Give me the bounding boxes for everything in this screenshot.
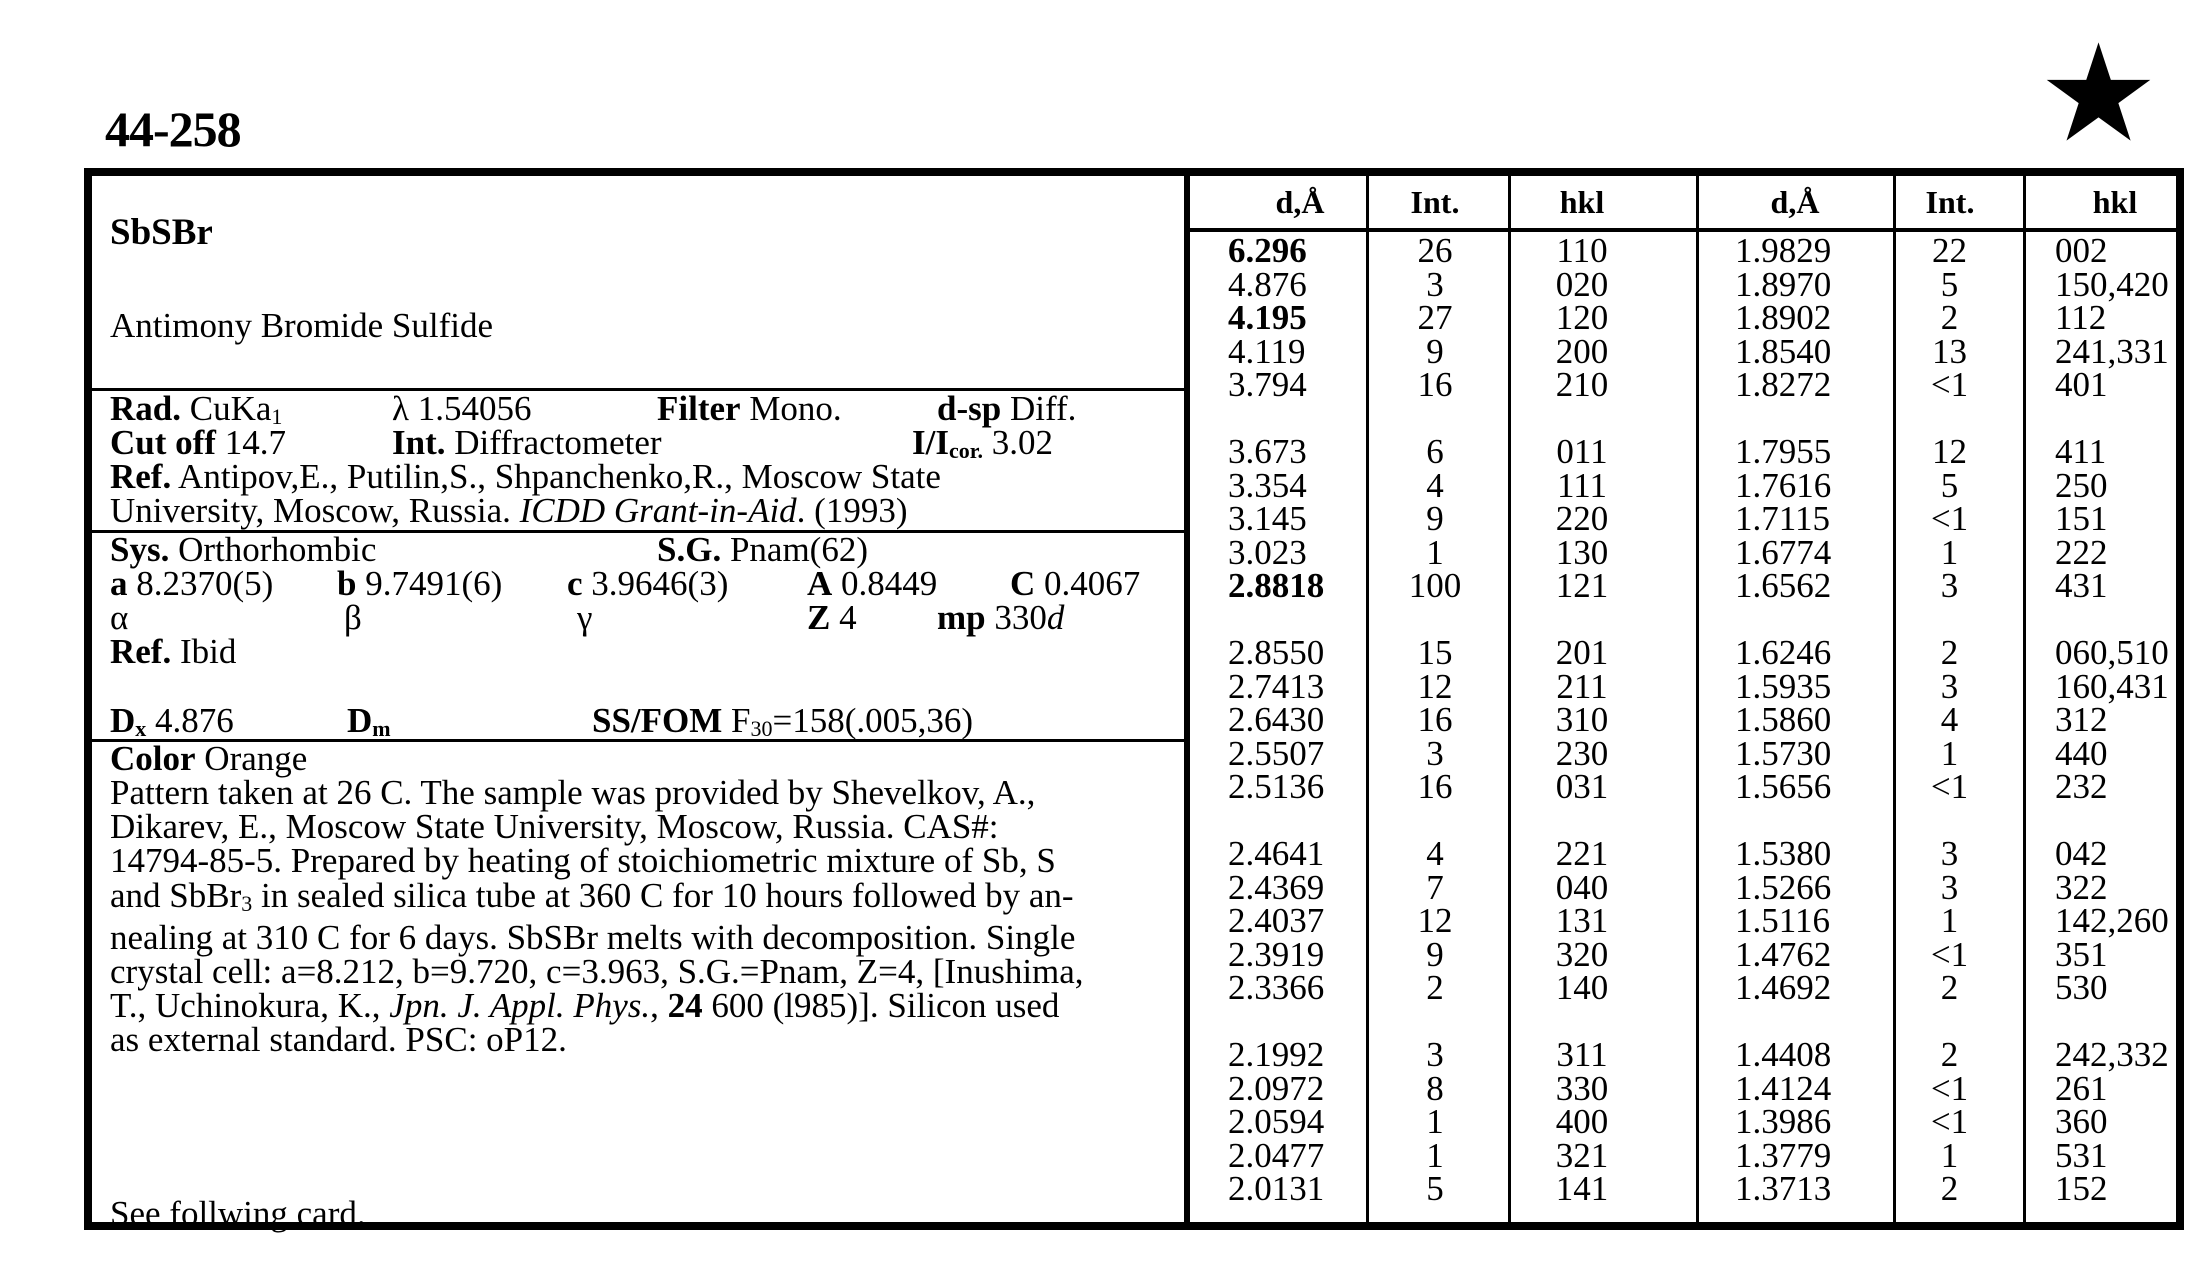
- d-spacing-cell: 2.0131: [1228, 1169, 1325, 1208]
- d-spacing-cell: 3.354: [1228, 465, 1307, 505]
- table-row: [1190, 231, 2176, 270]
- table-row: [1190, 1035, 2176, 1074]
- intensity-cell: 22: [1932, 231, 1967, 270]
- intensity-cell: 1: [1426, 532, 1444, 572]
- d-spacing-cell: 1.3986: [1735, 1102, 1832, 1141]
- d-spacing-cell: 1.8902: [1735, 298, 1832, 337]
- d-spacing-cell: 2.1992: [1228, 1035, 1325, 1074]
- ratio-C: C 0.4067: [1010, 564, 1141, 603]
- intensity-cell: 4: [1940, 700, 1959, 739]
- intensity-cell: <1: [1930, 1102, 1969, 1141]
- intensity-cell: 3: [1940, 666, 1959, 706]
- intensity-cell: 1: [1940, 733, 1959, 773]
- hkl-cell: 310: [1555, 700, 1609, 739]
- hkl-cell: 531: [2055, 1135, 2108, 1175]
- intensity-cell: <1: [1930, 1068, 1969, 1108]
- d-spacing-cell: 1.4408: [1735, 1035, 1832, 1074]
- intensity-cell: 6: [1426, 432, 1444, 471]
- comments: Pattern taken at 26 C. The sample was provided by Shevelkov, A., Dikarev, E., Moscow State University, Moscow, Russia. CAS#: 14794-85-5. Prepared by heating of stoichiometric mixture of Sb, S and SbBr3 in sealed silica tube at 360 C for 10 hours followed by an- nealing at 310 C for 6 days. SbSBr melts with decomposition. Single crystal cell: a=8.212, b=9.720, c=3.963, S.G.=Pnam, Z=4, [Inushima, T., Uchinokura, K., Jpn. J. Appl. Phys., 24 600 (l985)]. Silicon used as external standard. PSC: oP12.: [110, 773, 1084, 1060]
- d-spacing-cell: 1.3779: [1735, 1135, 1832, 1175]
- hkl-cell: 241,331: [2055, 331, 2169, 371]
- hkl-cell: 020: [1555, 264, 1609, 304]
- table-row: [1190, 733, 2176, 773]
- table-row: [1190, 968, 2176, 1007]
- d-spacing-method: d-sp Diff.: [937, 389, 1077, 428]
- table-row: [1190, 566, 2176, 605]
- hkl-cell: 250: [2055, 465, 2108, 505]
- d-spacing-cell: 3.673: [1228, 432, 1307, 471]
- table-row: [1190, 633, 2176, 672]
- ratio-A: A 0.8449: [807, 564, 938, 603]
- d-spacing-cell: 2.3919: [1228, 934, 1325, 974]
- hkl-cell: 261: [2055, 1068, 2108, 1108]
- intensity-cell: 1: [1426, 1135, 1444, 1175]
- d-spacing-cell: 3.145: [1228, 499, 1307, 538]
- rad-line: Rad. CuKa1: [110, 389, 283, 429]
- col-header-hkl: hkl: [1559, 184, 1605, 220]
- intensity-cell: 16: [1417, 365, 1453, 404]
- cell-z: Z 4: [807, 598, 857, 637]
- table-row: [1190, 700, 2176, 739]
- intensity-cell: 4: [1426, 465, 1444, 505]
- intensity-cell: 4: [1426, 834, 1444, 873]
- cell-beta: β: [344, 598, 362, 637]
- hkl-cell: 431: [2055, 566, 2108, 605]
- intensity-cell: 2: [1940, 1035, 1959, 1074]
- table-row: [1190, 264, 2176, 304]
- intensity-cell: 2: [1426, 968, 1444, 1007]
- hkl-cell: 311: [1556, 1035, 1608, 1074]
- hkl-cell: 400: [1555, 1102, 1609, 1141]
- intensity-cell: 1: [1426, 1102, 1444, 1141]
- intensity-cell: 27: [1417, 298, 1453, 337]
- intensity-cell: 2: [1940, 298, 1959, 337]
- hkl-cell: 160,431: [2055, 666, 2169, 706]
- hkl-cell: 131: [1555, 901, 1609, 940]
- diffraction-table: [1190, 176, 2176, 1222]
- hkl-cell: 121: [1555, 566, 1609, 605]
- d-spacing-cell: 1.7955: [1735, 432, 1832, 471]
- intensity-cell: 2: [1940, 968, 1959, 1007]
- table-row: [1190, 365, 2176, 404]
- hkl-cell: 232: [2055, 767, 2108, 806]
- intensity-cell: 1: [1940, 1135, 1959, 1175]
- hkl-cell: 222: [2055, 532, 2108, 572]
- hkl-cell: 130: [1555, 532, 1609, 572]
- hkl-cell: 011: [1556, 432, 1608, 471]
- table-row: [1190, 532, 2176, 572]
- intensity-cell: <1: [1930, 934, 1969, 974]
- card-info-panel: [92, 176, 1190, 1233]
- star-icon: ★: [2038, 21, 2160, 170]
- hkl-cell: 201: [1555, 633, 1609, 672]
- hkl-cell: 152: [2055, 1169, 2108, 1208]
- pdf-card: [84, 168, 2184, 1233]
- compound-name: Antimony Bromide Sulfide: [110, 306, 494, 345]
- reference-1-cont: University, Moscow, Russia. ICDD Grant-in-Aid. (1993): [110, 491, 908, 530]
- hkl-cell: 220: [1555, 499, 1609, 538]
- intensity-cell: 5: [1940, 465, 1959, 505]
- intensity-cell: <1: [1930, 365, 1969, 404]
- table-row: [1190, 666, 2176, 706]
- table-row: [1190, 298, 2176, 337]
- d-spacing-cell: 2.6430: [1228, 700, 1325, 739]
- intensity-cell: 3: [1426, 733, 1444, 773]
- table-row: [1190, 1102, 2176, 1141]
- intensity-cell: 5: [1426, 1169, 1444, 1208]
- intensity-cell: 12: [1417, 666, 1453, 706]
- d-spacing-cell: 4.119: [1228, 331, 1306, 371]
- cutoff: Cut off 14.7: [110, 423, 286, 462]
- d-spacing-cell: 3.023: [1228, 532, 1307, 572]
- ss-fom: SS/FOM F30=158(.005,36): [592, 701, 974, 741]
- d-spacing-cell: 1.5730: [1735, 733, 1832, 773]
- hkl-cell: 401: [2055, 365, 2108, 404]
- d-spacing-cell: 2.4037: [1228, 901, 1325, 940]
- d-spacing-cell: 2.5136: [1228, 767, 1325, 806]
- melting-point: mp 330d: [937, 598, 1065, 637]
- cell-alpha: α: [110, 598, 129, 637]
- hkl-cell: 210: [1555, 365, 1609, 404]
- d-spacing-cell: 1.8970: [1735, 264, 1832, 304]
- intensity-cell: 13: [1932, 331, 1967, 371]
- table-row: [1190, 499, 2176, 538]
- density-m: Dm: [347, 701, 391, 741]
- color: Color Orange: [110, 739, 308, 778]
- table-row: [1190, 331, 2176, 371]
- intensity-cell: 9: [1426, 934, 1444, 974]
- col-header-d: d,Å: [1770, 184, 1820, 220]
- intensity-cell: 16: [1417, 767, 1453, 806]
- d-spacing-cell: 1.6246: [1735, 633, 1832, 672]
- d-spacing-cell: 1.7115: [1735, 499, 1830, 538]
- intensity-cell: 9: [1426, 331, 1444, 371]
- table-row: [1190, 465, 2176, 505]
- intensity-cell: 3: [1940, 566, 1959, 605]
- hkl-cell: 221: [1555, 834, 1609, 873]
- table-row: [1190, 867, 2176, 907]
- hkl-cell: 150,420: [2055, 264, 2169, 304]
- intensity-cell: 1: [1940, 901, 1959, 940]
- d-spacing-cell: 1.5116: [1735, 901, 1830, 940]
- hkl-cell: 141: [1555, 1169, 1609, 1208]
- space-group: S.G. Pnam(62): [657, 530, 868, 569]
- intensity-cell: 9: [1426, 499, 1444, 538]
- footer-note: See follwing card.: [110, 1194, 366, 1233]
- hkl-cell: 120: [1555, 298, 1609, 337]
- hkl-cell: 322: [2055, 867, 2108, 907]
- intensity-cell: 3: [1426, 1035, 1444, 1074]
- hkl-cell: 330: [1555, 1068, 1609, 1108]
- intensity-cell: <1: [1930, 767, 1969, 806]
- intensity-cell: <1: [1930, 499, 1969, 538]
- hkl-cell: 230: [1555, 733, 1609, 773]
- d-spacing-cell: 1.5656: [1735, 767, 1832, 806]
- hkl-cell: 312: [2055, 700, 2108, 739]
- hkl-cell: 242,332: [2055, 1035, 2169, 1074]
- d-spacing-cell: 2.4641: [1228, 834, 1325, 873]
- hkl-cell: 200: [1555, 331, 1609, 371]
- hkl-cell: 111: [1557, 465, 1607, 505]
- i-icor: I/Icor. 3.02: [912, 423, 1053, 463]
- d-spacing-cell: 2.4369: [1228, 867, 1325, 907]
- intensity-cell: 15: [1417, 633, 1453, 672]
- reference-2: Ref. Ibid: [110, 632, 237, 671]
- d-spacing-cell: 1.5380: [1735, 834, 1832, 873]
- cell-gamma: γ: [577, 598, 593, 637]
- intensity-cell: 2: [1940, 1169, 1959, 1208]
- reference-1: Ref. Antipov,E., Putilin,S., Shpanchenko,R., Moscow State: [110, 457, 941, 496]
- d-spacing-cell: 4.195: [1228, 298, 1307, 337]
- hkl-cell: 411: [2055, 432, 2107, 471]
- d-spacing-cell: 2.8550: [1228, 633, 1325, 672]
- cell-c: c 3.9646(3): [567, 564, 729, 603]
- d-spacing-cell: 1.8540: [1735, 331, 1832, 371]
- hkl-cell: 110: [1556, 231, 1608, 270]
- hkl-cell: 351: [2055, 934, 2108, 974]
- hkl-cell: 211: [1556, 666, 1608, 706]
- table-row: [1190, 834, 2176, 873]
- d-spacing-cell: 1.6562: [1735, 566, 1832, 605]
- col-header-int: Int.: [1410, 184, 1460, 220]
- d-spacing-cell: 2.3366: [1228, 968, 1325, 1007]
- col-header-int: Int.: [1925, 184, 1975, 220]
- d-spacing-cell: 6.296: [1228, 231, 1307, 270]
- card-number: 44-258: [105, 101, 241, 157]
- d-spacing-cell: 1.8272: [1735, 365, 1832, 404]
- hkl-cell: 151: [2055, 499, 2108, 538]
- hkl-cell: 360: [2055, 1102, 2108, 1141]
- col-header-d: d,Å: [1275, 184, 1325, 220]
- intensity-cell: 100: [1408, 566, 1462, 605]
- table-row: [1190, 432, 2176, 471]
- intensity-cell: 8: [1426, 1068, 1444, 1108]
- intensity-cell: 2: [1940, 633, 1959, 672]
- d-spacing-cell: 1.9829: [1735, 231, 1832, 270]
- d-spacing-cell: 2.0972: [1228, 1068, 1325, 1108]
- hkl-cell: 320: [1555, 934, 1609, 974]
- d-spacing-cell: 2.8818: [1228, 566, 1325, 605]
- intensity-cell: 12: [1932, 432, 1967, 471]
- intensity-cell: 1: [1940, 532, 1959, 572]
- hkl-cell: 142,260: [2055, 901, 2169, 940]
- d-spacing-cell: 1.5266: [1735, 867, 1832, 907]
- crystal-system: Sys. Orthorhombic: [110, 530, 377, 569]
- hkl-cell: 002: [2055, 231, 2108, 270]
- hkl-cell: 031: [1555, 767, 1609, 806]
- intensity-cell: 3: [1940, 867, 1959, 907]
- col-header-hkl: hkl: [2092, 184, 2138, 220]
- d-spacing-cell: 1.4692: [1735, 968, 1832, 1007]
- table-header: [1190, 176, 2176, 232]
- d-spacing-cell: 1.7616: [1735, 465, 1832, 505]
- d-spacing-cell: 1.5935: [1735, 666, 1832, 706]
- d-spacing-cell: 1.3713: [1735, 1169, 1832, 1208]
- hkl-cell: 440: [2055, 733, 2108, 773]
- intensity-cell: 7: [1426, 867, 1444, 907]
- hkl-cell: 042: [2055, 834, 2108, 873]
- intensity-cell: 5: [1940, 264, 1959, 304]
- hkl-cell: 040: [1555, 867, 1609, 907]
- cell-b: b 9.7491(6): [337, 564, 503, 603]
- intensity-cell: 3: [1426, 264, 1444, 304]
- hkl-cell: 112: [2055, 298, 2107, 337]
- d-spacing-cell: 4.876: [1228, 264, 1307, 304]
- intensity-cell: 3: [1940, 834, 1959, 873]
- table-row: [1190, 767, 2176, 806]
- table-row: [1190, 934, 2176, 974]
- density-x: Dx 4.876: [110, 701, 234, 741]
- wavelength: λ 1.54056: [392, 389, 532, 428]
- hkl-cell: 321: [1555, 1135, 1609, 1175]
- d-spacing-cell: 2.0477: [1228, 1135, 1325, 1175]
- filter: Filter Mono.: [657, 389, 842, 428]
- hkl-cell: 060,510: [2055, 633, 2169, 672]
- intensity-cell: 16: [1417, 700, 1453, 739]
- cell-a: a 8.2370(5): [110, 564, 274, 603]
- hkl-cell: 530: [2055, 968, 2108, 1007]
- intensity-cell: 12: [1417, 901, 1453, 940]
- d-spacing-cell: 1.4762: [1735, 934, 1832, 974]
- table-row: [1190, 1135, 2176, 1175]
- d-spacing-cell: 2.5507: [1228, 733, 1325, 773]
- table-row: [1190, 901, 2176, 940]
- intensity-method: Int. Diffractometer: [392, 423, 662, 462]
- hkl-cell: 140: [1555, 968, 1609, 1007]
- d-spacing-cell: 2.7413: [1228, 666, 1325, 706]
- d-spacing-cell: 1.4124: [1735, 1068, 1832, 1108]
- d-spacing-cell: 3.794: [1228, 365, 1307, 404]
- table-row: [1190, 1068, 2176, 1108]
- d-spacing-cell: 2.0594: [1228, 1102, 1325, 1141]
- d-spacing-cell: 1.6774: [1735, 532, 1832, 572]
- table-row: [1190, 1169, 2176, 1208]
- d-spacing-cell: 1.5860: [1735, 700, 1832, 739]
- intensity-cell: 26: [1417, 231, 1453, 270]
- chemical-formula: SbSBr: [110, 212, 213, 253]
